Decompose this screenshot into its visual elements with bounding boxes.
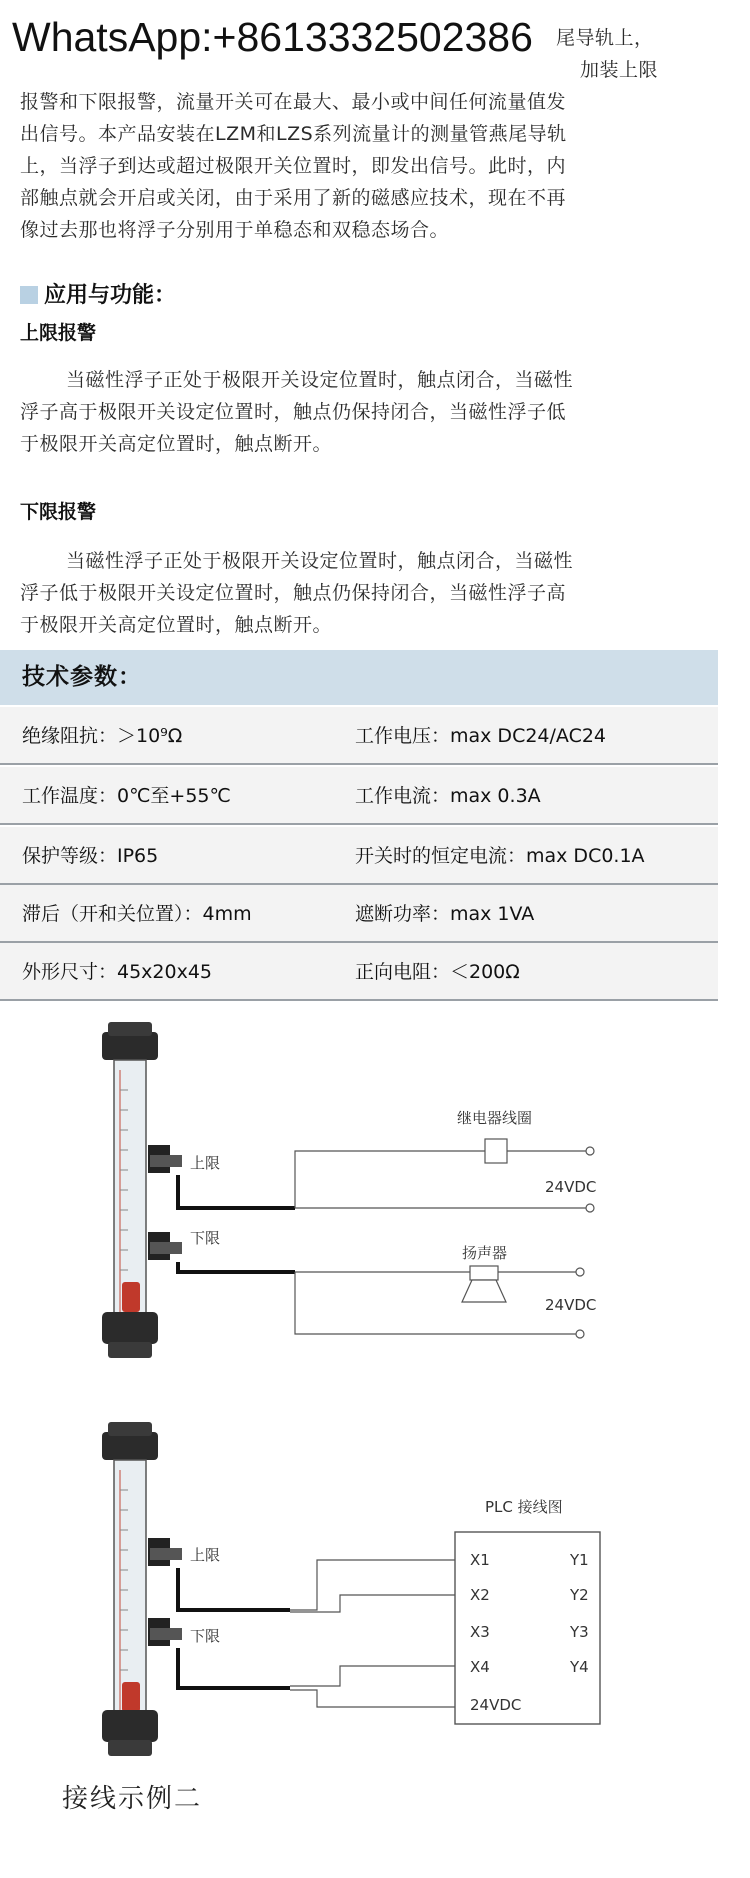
lower-limit-label: 下限 [190, 1627, 221, 1645]
section-marker [20, 286, 38, 304]
intro-line4: 上，当浮子到达或超过极限开关位置时，即发出信号。此时，内 [20, 155, 567, 177]
wiring-diagram-2 [0, 1420, 750, 1760]
tech-row [0, 885, 718, 943]
plc-input-x4: X4 [470, 1658, 490, 1676]
lower-alarm-line2: 浮子低于极限开关设定位置时，触点仍保持闭合，当磁性浮子高 [20, 582, 567, 604]
lower-alarm-title: 下限报警 [20, 501, 97, 523]
plc-input-x3: X3 [470, 1623, 490, 1641]
features-heading [20, 278, 176, 309]
plc-input-x2: X2 [470, 1586, 490, 1604]
relay-coil-label: 继电器线圈 [457, 1109, 533, 1127]
tech-cell-right: 工作电压：max DC24/AC24 [355, 725, 607, 747]
intro-line0-tail: 尾导轨上， [556, 27, 654, 49]
tech-cell-right: 工作电流：max 0.3A [355, 785, 541, 807]
diagram-caption: 接线示例二 [62, 1784, 203, 1814]
relay-coil-icon [485, 1139, 507, 1163]
intro-line2: 报警和下限报警，流量开关可在最大、最小或中间任何流量值发 [20, 91, 567, 113]
plc-output-y3: Y3 [570, 1623, 589, 1641]
tech-cell-left: 滞后（开和关位置）：4mm [22, 903, 252, 925]
tech-cell-right: 开关时的恒定电流：max DC0.1A [355, 845, 645, 867]
flowmeter-icon [102, 1422, 158, 1756]
tech-cell-left: 工作温度：0℃至+55℃ [22, 785, 231, 807]
lower-alarm-line3: 于极限开关高定位置时，触点断开。 [20, 614, 333, 636]
terminal-icon [576, 1330, 584, 1338]
upper-alarm-line3: 于极限开关高定位置时，触点断开。 [20, 433, 333, 455]
intro-line3: 出信号。本产品安装在LZM和LZS系列流量计的测量管燕尾导轨 [20, 123, 567, 145]
intro-line5: 部触点就会开启或关闭，由于采用了新的磁感应技术，现在不再 [20, 187, 567, 209]
plc-output-y4: Y4 [570, 1658, 589, 1676]
voltage-label: 24VDC [545, 1296, 597, 1314]
whatsapp-watermark: WhatsApp:+8613332502386 [0, 0, 560, 75]
tech-cell-left: 绝缘阻抗：＞10⁹Ω [22, 725, 183, 747]
terminal-icon [586, 1204, 594, 1212]
terminal-icon [586, 1147, 594, 1155]
plc-input-24vdc: 24VDC [470, 1696, 522, 1714]
tech-row [0, 943, 718, 1001]
tech-row [0, 827, 718, 885]
wiring-diagram-1 [0, 1010, 750, 1370]
tech-row [0, 707, 718, 765]
tech-cell-right: 正向电阻：＜200Ω [355, 961, 520, 983]
upper-limit-label: 上限 [190, 1546, 221, 1564]
plc-title: PLC 接线图 [485, 1498, 563, 1516]
features-title: 应用与功能： [44, 283, 177, 308]
tech-cell-left: 保护等级：IP65 [22, 845, 159, 867]
upper-limit-label: 上限 [190, 1154, 221, 1172]
plc-output-y2: Y2 [570, 1586, 589, 1604]
tech-cell-left: 外形尺寸：45x20x45 [22, 961, 213, 983]
tech-title: 技术参数： [22, 664, 142, 690]
upper-alarm-line1: 当磁性浮子正处于极限开关设定位置时，触点闭合，当磁性 [66, 369, 574, 391]
tech-cell-right: 遮断功率：max 1VA [355, 903, 535, 925]
upper-alarm-line2: 浮子高于极限开关设定位置时，触点仍保持闭合，当磁性浮子低 [20, 401, 567, 423]
terminal-icon [576, 1268, 584, 1276]
intro-line1-tail: 加装上限 [580, 59, 659, 81]
upper-alarm-title: 上限报警 [20, 322, 97, 344]
plc-input-x1: X1 [470, 1551, 490, 1569]
intro-line6: 像过去那也将浮子分别用于单稳态和双稳态场合。 [20, 219, 450, 241]
lower-limit-label: 下限 [190, 1229, 221, 1247]
voltage-label: 24VDC [545, 1178, 597, 1196]
plc-output-y1: Y1 [570, 1551, 589, 1569]
flowmeter-icon [102, 1022, 158, 1358]
speaker-label: 扬声器 [462, 1244, 508, 1262]
lower-alarm-line1: 当磁性浮子正处于极限开关设定位置时，触点闭合，当磁性 [66, 550, 574, 572]
tech-row [0, 767, 718, 825]
